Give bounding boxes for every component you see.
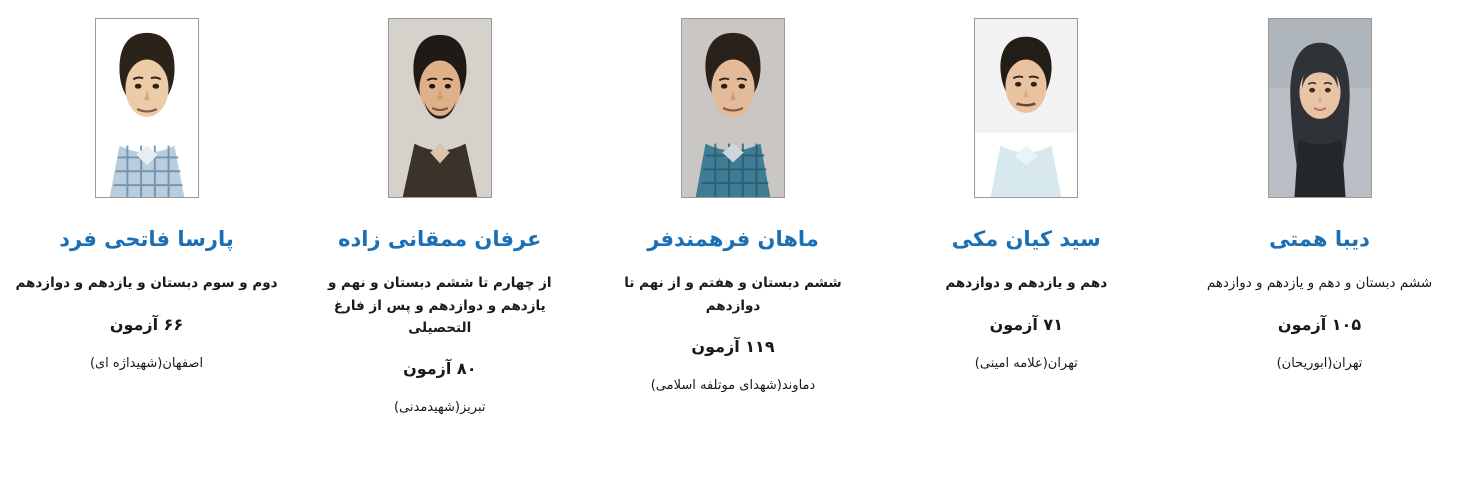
student-photo-5 (95, 18, 199, 198)
student-card (293, 18, 586, 415)
student-city: اصفهان(شهیداژه ای) (89, 355, 204, 371)
portrait-male-checked-shirt-icon (96, 19, 198, 197)
student-exam-count: ۱۰۵ آزمون (1277, 314, 1362, 334)
student-card (0, 18, 293, 371)
student-photo-4 (388, 18, 492, 198)
student-city: تبریز(شهیدمدنی) (393, 400, 486, 416)
student-city: دماوند(شهدای موتلفه اسلامی) (650, 377, 816, 393)
student-city: تهران(علامه امینی) (974, 355, 1078, 371)
portrait-male-plaid-shirt-icon (682, 19, 784, 197)
student-grades: دوم و سوم دبستان و یازدهم و دوازدهم (15, 275, 278, 292)
student-grades: دهم و یازدهم و دوازدهم (945, 275, 1108, 292)
student-card (587, 18, 880, 393)
student-card (880, 18, 1173, 371)
student-photo-2 (974, 18, 1078, 198)
student-name: دیبا همتی (1269, 227, 1370, 251)
student-name: پارسا فاتحی فرد (59, 227, 234, 251)
student-photo-1 (1268, 18, 1372, 198)
student-city: تهران(ابوریحان) (1276, 355, 1363, 371)
student-exam-count: ۷۱ آزمون (989, 314, 1063, 334)
student-exam-count: ۶۶ آزمون (109, 314, 184, 334)
portrait-male-light-shirt-icon (975, 19, 1077, 197)
student-exam-count: ۸۰ آزمون (403, 359, 477, 379)
student-grades: از چهارم تا ششم دبستان و نهم و یازدهم و دوازدهم و پس از فارغ التحصیلی (327, 275, 552, 336)
student-name: عرفان ممقانی زاده (338, 227, 542, 251)
portrait-female-hijab-icon (1269, 19, 1371, 197)
student-grades: ششم دبستان و دهم و یازدهم و دوازدهم (1206, 275, 1433, 292)
student-exam-count: ۱۱۹ آزمون (691, 336, 775, 356)
student-name: ماهان فرهمندفر (647, 227, 819, 251)
student-name: سید کیان مکی (951, 227, 1101, 251)
portrait-male-dark-shirt-icon (389, 19, 491, 197)
student-photo-3 (681, 18, 785, 198)
student-card (1173, 18, 1466, 371)
student-grades: ششم دبستان و هفتم و از نهم تا دوازدهم (624, 275, 842, 314)
